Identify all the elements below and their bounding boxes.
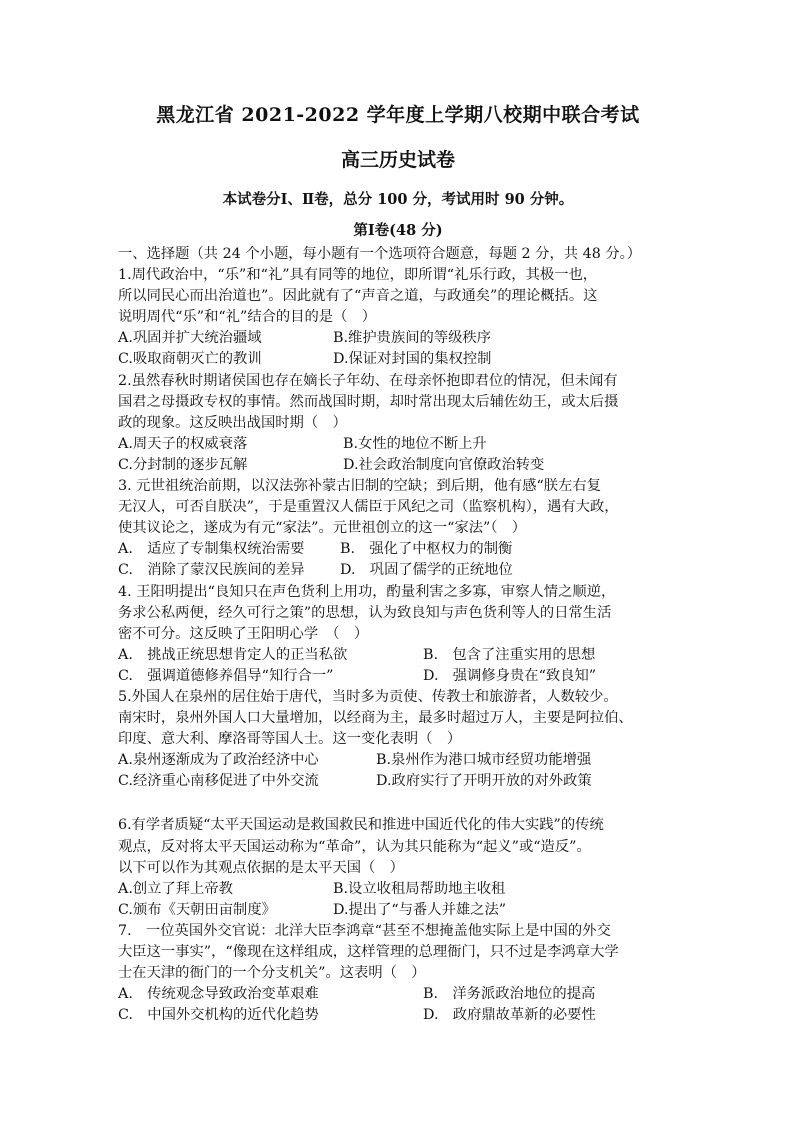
question-text-line: 印度、意大利、摩洛哥等国人士。这一变化表明（ ）	[118, 731, 462, 748]
option-d: D. 政府鼎故革新的必要性	[423, 1007, 596, 1024]
question-text-line: 务求公私两便，经久可行之策”的思想，认为致良知与声色货利等人的日常生活	[118, 604, 612, 621]
question-text-line: 大臣这一事实”，“像现在这样组成，这样管理的总理衙门，只不过是李鸿章大学	[118, 944, 619, 960]
question-4	[118, 582, 678, 687]
question-text-line: 政的现象。这反映出战国时期（ ）	[118, 414, 347, 431]
question-text-line: 3. 元世祖统治前期，以汉法弥补蒙古旧制的空缺；到后期，他有感“朕左右复	[118, 478, 601, 495]
question-text-line: 国君之母摄政专权的事情。然而战国时期，却时常出现太后辅佐幼王，或太后摄	[118, 393, 619, 410]
question-3	[118, 476, 678, 581]
option-a: A.创立了拜上帝教	[118, 880, 233, 897]
question-1	[118, 265, 678, 370]
exam-title: 黑龙江省 2021-2022 学年度上学期八校期中联合考试	[156, 104, 640, 126]
question-text-line: 4. 王阳明提出“良知只在声色货利上用功，酌量利害之多寡，审察人情之顺逆，	[118, 583, 616, 600]
question-text-line: 密不可分。这反映了王阳明心学 （ ）	[118, 625, 369, 642]
option-a: A.巩固并扩大统治疆域	[118, 330, 262, 347]
option-d: D.提出了“与番人并雄之法”	[333, 901, 507, 918]
question-2	[118, 371, 678, 476]
option-c: C. 消除了蒙汉民族间的差异	[118, 562, 305, 579]
question-text-line: 6.有学者质疑“太平天国运动是救国救民和推进中国近代化的伟大实践”的传统	[118, 817, 604, 834]
option-b: B.女性的地位不断上升	[343, 435, 487, 452]
exam-info: 本试卷分Ⅰ、Ⅱ卷，总分 100 分，考试用时 90 分钟。	[222, 191, 574, 208]
option-a: A.周天子的权威衰落	[118, 435, 248, 452]
question-5	[118, 687, 678, 792]
question-options	[118, 750, 678, 792]
question-text-line: 7. 一位英国外交官说：北洋大臣李鸿章“甚至不想掩盖他实际上是中国的外交	[118, 922, 611, 939]
question-6	[118, 815, 678, 920]
option-b: B.维护贵族间的等级秩序	[333, 330, 492, 347]
option-c: C.吸取商朝灭亡的教训	[118, 351, 262, 368]
option-b: B. 包含了注重实用的思想	[423, 646, 596, 663]
question-options	[118, 879, 678, 921]
question-text-line: 说明周代“乐”和“礼”结合的目的是（ ）	[118, 309, 376, 326]
option-d: D.政府实行了开明开放的对外政策	[376, 773, 592, 790]
question-options	[118, 434, 678, 476]
option-c: C. 强调道德修养倡导“知行合一”	[118, 667, 334, 684]
question-text-line: 以下可以作为其观点依据的是太平天国（ ）	[118, 859, 404, 876]
part-heading: 第Ⅰ卷(48 分)	[353, 222, 443, 239]
option-a: A.泉州逐渐成为了政治经济中心	[118, 752, 319, 769]
option-c: C.经济重心南移促进了中外交流	[118, 773, 319, 790]
option-d: D. 强调修身贵在“致良知”	[423, 667, 597, 684]
option-c: C.分封制的逐步瓦解	[118, 456, 248, 473]
question-options	[118, 539, 678, 581]
option-c: C. 中国外交机构的近代化趋势	[118, 1007, 319, 1024]
option-d: D. 巩固了儒学的正统地位	[340, 562, 513, 579]
question-text-line: 观点，反对将太平天国运动称为“革命”，认为其只能称为“起义”或“造反”。	[118, 838, 591, 855]
question-text-line: 士在天津的衙门的一个分支机关”。这表明（ ）	[118, 965, 426, 982]
option-b: B. 强化了中枢权力的制衡	[340, 541, 513, 558]
question-options	[118, 328, 678, 370]
blank-gap	[118, 792, 678, 811]
option-a: A. 传统观念导致政治变革艰难	[118, 986, 319, 1003]
option-d: D.保证对封国的集权控制	[333, 351, 492, 368]
question-7	[118, 921, 678, 1026]
question-text-line: 无汉人，可否自朕决”，于是重置汉人儒臣于风纪之司（监察机构），遇有大政，	[118, 499, 619, 516]
section-heading: 一、选择题（共 24 个小题，每小题有一个选项符合题意，每题 2 分，共 48 分。）	[118, 246, 642, 262]
option-b: B. 洋务派政治地位的提高	[423, 986, 596, 1003]
option-d: D.社会政治制度向官僚政治转变	[343, 456, 545, 473]
option-b: B.设立收租局帮助地主收租	[333, 880, 506, 897]
exam-page	[118, 100, 678, 1026]
question-options	[118, 984, 678, 1026]
option-b: B.泉州作为港口城市经贸功能增强	[376, 752, 592, 769]
question-text-line: 南宋时，泉州外国人口大量增加，以经商为主，最多时超过万人，主要是阿拉伯、	[118, 710, 633, 727]
question-text-line: 5.外国人在泉州的居住始于唐代，当时多为贡使、传教士和旅游者，人数较少。	[118, 688, 618, 705]
question-text-line: 1.周代政治中，“乐”和“礼”具有同等的地位，即所谓“礼乐行政，其极一也，	[118, 267, 598, 284]
option-a: A. 挑战正统思想肯定人的正当私欲	[118, 646, 348, 663]
question-text-line: 所以同民心而出治道也”。因此就有了“声音之道，与政通矣”的理论概括。这	[118, 288, 598, 305]
question-text-line: 使其议论之，遂成为有元“家法”。元世祖创立的这一“家法”（ ）	[118, 520, 527, 537]
exam-subtitle: 高三历史试卷	[340, 149, 455, 171]
question-options	[118, 645, 678, 687]
question-text-line: 2.虽然春秋时期诸侯国也存在嫡长子年幼、在母亲怀抱即君位的情况，但未闻有	[118, 372, 618, 389]
option-c: C.颁布《天朝田亩制度》	[118, 901, 276, 918]
option-a: A. 适应了专制集权统治需要	[118, 541, 305, 558]
